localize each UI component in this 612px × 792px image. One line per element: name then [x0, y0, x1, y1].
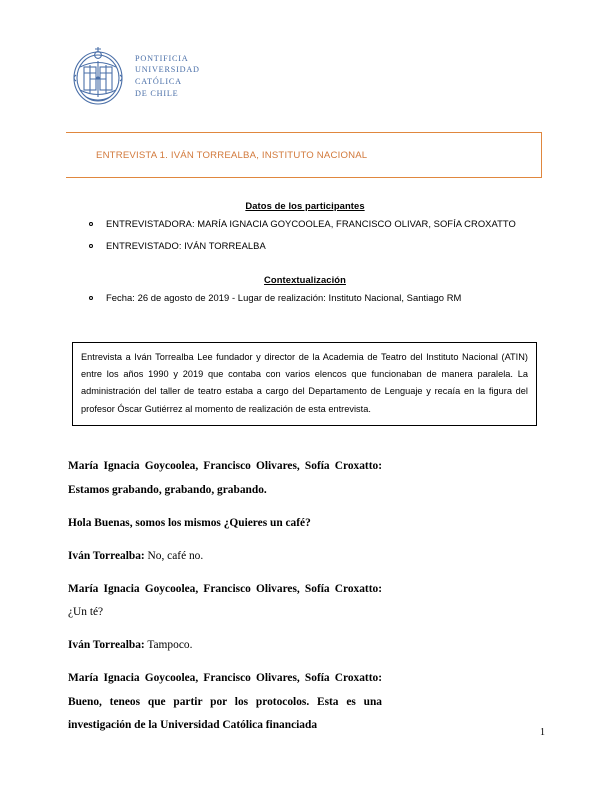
university-logo	[70, 45, 200, 107]
transcript-entry	[68, 512, 382, 536]
transcript-entry	[68, 545, 382, 569]
list-item	[72, 235, 538, 257]
logo-line-1: PONTIFICIA	[135, 53, 189, 63]
speaker-label: María Ignacia Goycoolea, Francisco Olivares, Sofía Croxatto:	[68, 582, 382, 595]
logo-line-3: CATÓLICA	[135, 77, 182, 86]
transcript-entry	[68, 455, 382, 502]
utterance-text: ¿Un té?	[68, 606, 104, 618]
speaker-label: Iván Torrealba:	[68, 639, 145, 651]
speaker-label: María Ignacia Goycoolea, Francisco Olivares, Sofía Croxatto:	[68, 460, 382, 472]
participants-heading: Datos de los participantes	[245, 200, 365, 211]
banner-title: ENTREVISTA 1. IVÁN TORREALBA, INSTITUTO NACIONAL	[96, 149, 368, 161]
utterance-text: Bueno, teneos que partir por los protocolos. Esta es una investigación de la Universidad Católica financiada	[68, 695, 382, 731]
list-item-label: Fecha: 26 de agosto de 2019 - Lugar de realización: Instituto Nacional, Santiago RM	[106, 292, 462, 303]
speaker-label: Iván Torrealba:	[68, 549, 145, 562]
list-item	[72, 287, 538, 309]
context-list	[72, 287, 538, 309]
speaker-label: María Ignacia Goycoolea, Francisco Olivares, Sofía Croxatto:	[68, 672, 382, 684]
list-item-label: ENTREVISTADO: IVÁN TORREALBA	[106, 240, 266, 251]
bullet-circle-icon	[89, 244, 93, 248]
logo-line-2: UNIVERSIDAD	[135, 65, 200, 75]
bullet-circle-icon	[89, 222, 93, 226]
list-item-label: ENTREVISTADORA: MARÍA IGNACIA GOYCOOLEA, FRANCISCO OLIVAR, SOFÍA CROXATTO	[106, 218, 516, 229]
transcript-entry	[68, 634, 382, 658]
transcript-body	[68, 455, 382, 738]
university-logo-text	[135, 53, 200, 99]
utterance-text: Hola Buenas, somos los mismos ¿Quieres un café?	[68, 516, 311, 529]
bullet-circle-icon	[89, 296, 93, 300]
utterance-text: Tampoco.	[144, 639, 193, 651]
context-heading: Contextualización	[264, 274, 346, 285]
transcript-entry	[68, 578, 382, 625]
logo-line-4: DE CHILE	[135, 88, 179, 98]
puc-crest-icon	[70, 45, 126, 107]
utterance-text: No, café no.	[144, 549, 204, 562]
list-item	[72, 213, 538, 235]
participants-list	[72, 213, 538, 257]
context-text-box: Entrevista a Iván Torrealba Lee fundador y director de la Academia de Teatro del Instituto Nacional (ATIN) entre los años 1990 y 2019 que contaba con varios elencos que funcionaban de manera paralela. La administración del taller de teatro estaba a cargo del Departamento de Lenguaje y recaía en la figura del profesor Óscar Gutiérrez al momento de realización de esta entrevista.	[72, 342, 537, 426]
header-info-section	[72, 200, 538, 309]
utterance-text: Estamos grabando, grabando, grabando.	[68, 483, 267, 496]
document-title-banner	[66, 132, 542, 178]
page-number: 1	[540, 727, 545, 738]
